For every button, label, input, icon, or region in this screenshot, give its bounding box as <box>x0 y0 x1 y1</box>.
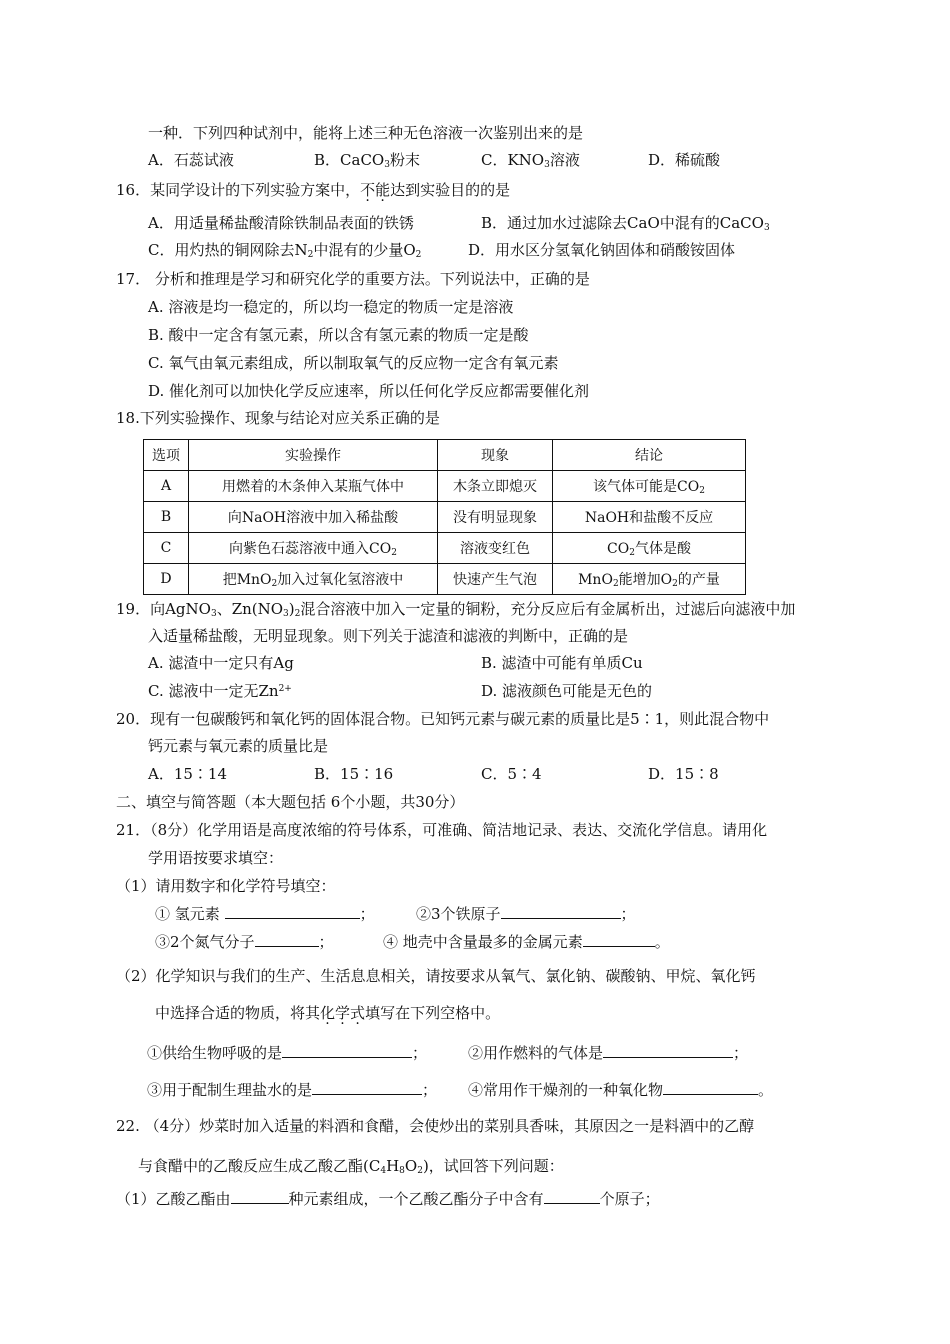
answer-blank[interactable] <box>255 932 319 947</box>
table-row <box>144 564 746 595</box>
cell: 把MnO$_2$加入过氧化氢溶液中 <box>189 564 438 595</box>
q19-option-d: D. 滤液颜色可能是无色的 <box>481 682 653 700</box>
q20-stem-line2: 钙元素与氧元素的质量比是 <box>148 737 329 755</box>
q21-p1-item2: ②3个铁原子 ； <box>416 905 636 923</box>
q21-p1-item1: ① 氢元素 ； <box>155 905 375 923</box>
q20-stem-line1: 20．现有一包碳酸钙和氧化钙的固体混合物。已知钙元素与碳元素的质量比是5∶1，则此混合物中 <box>116 710 770 728</box>
header-cell: 实验操作 <box>189 440 438 471</box>
cell: 快速产生气泡 <box>438 564 553 595</box>
q21-stem-line1: 21．（8分）化学用语是高度浓缩的符号体系，可准确、简洁地记录、表达、交流化学信息。请用化 <box>116 821 768 839</box>
q19-stem-line2: 入适量稀盐酸，无明显现象。则下列关于滤渣和滤液的判断中，正确的是 <box>148 627 629 645</box>
table-row <box>144 502 746 533</box>
q20-option-a: A．15∶14 <box>148 765 228 783</box>
q21-p2-item1: ①供给生物呼吸的是 ； <box>147 1044 428 1062</box>
cell: 向紫色石蕊溶液中通入$CO_2$ <box>189 533 438 564</box>
emphasis-bu: 不 <box>360 181 376 199</box>
q15-stem: 一种．下列四种试剂中，能将上述三种无色溶液一次鉴别出来的是 <box>148 124 584 142</box>
q16-option-a: A．用适量稀盐酸清除铁制品表面的铁锈 <box>148 214 414 232</box>
emphasis-shi: 式 <box>350 1004 366 1022</box>
table-row <box>144 471 746 502</box>
cell: 该气体可能是$CO_2$ <box>553 471 746 502</box>
answer-blank[interactable] <box>282 1043 412 1058</box>
q17-option-c: C. 氧气由氧元素组成，所以制取氧气的反应物一定含有氧元素 <box>148 354 559 372</box>
emphasis-neng: 能 <box>375 181 391 199</box>
answer-blank[interactable] <box>231 1189 289 1204</box>
q20-option-d: D．15∶8 <box>648 765 719 783</box>
q21-p1-item3: ③2个氮气分子 ； <box>155 933 334 951</box>
cell: MnO$_2$能增加$O_2$的产量 <box>553 564 746 595</box>
q19-stem-line1: 19．向AgNO$_3$、$Zn(NO_3)_2$混合溶液中加入一定量的铜粉，充分反应后有金属析出，过滤后向滤液中加 <box>116 600 796 619</box>
q21-p2-item2: ②用作燃料的气体是 ； <box>468 1044 749 1062</box>
q18-stem: 18.下列实验操作、现象与结论对应关系正确的是 <box>116 409 440 427</box>
answer-blank[interactable] <box>225 904 360 919</box>
q22-stem-line2: 与食醋中的乙酸反应生成乙酸乙酯$(C_4H_8O_2)$，试回答下列问题： <box>138 1157 564 1176</box>
q15-option-c: C．$KNO_3$溶液 <box>481 151 580 170</box>
emphasis-xue: 学 <box>335 1004 351 1022</box>
cell: 用燃着的木条伸入某瓶气体中 <box>189 471 438 502</box>
answer-blank[interactable] <box>544 1189 600 1204</box>
q21-part1-title: （1）请用数字和化学符号填空： <box>116 877 336 895</box>
q16-stem: 16．某同学设计的下列实验方案中，不能达到实验目的的是 <box>116 181 511 199</box>
q21-p2-item3: ③用于配制生理盐水的是 ； <box>147 1081 438 1099</box>
q20-option-b: B．15∶16 <box>314 765 394 783</box>
q19-option-c: C. 滤液中一定无$Zn^{2+}$ <box>148 682 292 700</box>
cell: 木条立即熄灭 <box>438 471 553 502</box>
cell: $CO_2$气体是酸 <box>553 533 746 564</box>
q21-p1-item4: ④ 地壳中含量最多的金属元素 。 <box>383 933 670 951</box>
emphasis-hua: 化 <box>320 1004 336 1022</box>
q21-stem-line2: 学用语按要求填空： <box>148 849 284 867</box>
q19-option-b: B. 滤渣中可能有单质Cu <box>481 654 643 672</box>
q21-part2-line2: 中选择合适的物质，将其化学式填写在下列空格中。 <box>155 1004 501 1022</box>
q15-option-a: A．石蕊试液 <box>148 151 234 169</box>
table-row <box>144 533 746 564</box>
answer-blank[interactable] <box>663 1080 758 1095</box>
cell: 溶液变红色 <box>438 533 553 564</box>
q17-option-a: A. 溶液是均一稳定的，所以均一稳定的物质一定是溶液 <box>148 298 514 316</box>
cell: C <box>144 533 189 564</box>
q19-option-a: A. 滤渣中一定只有Ag <box>148 654 294 672</box>
q22-stem-line1: 22. （4分）炒菜时加入适量的料酒和食醋，会使炒出的菜别具香味，其原因之一是料酒中的乙醇 <box>116 1117 755 1135</box>
section-heading: 二、填空与简答题（本大题包括 6个小题，共30分） <box>116 793 465 811</box>
cell: B <box>144 502 189 533</box>
q21-part2-line1: （2）化学知识与我们的生产、生活息息相关，请按要求从氧气、氯化钠、碳酸钠、甲烷、氧化钙 <box>116 967 756 985</box>
q15-option-d: D．稀硫酸 <box>648 151 721 169</box>
q17-option-b: B. 酸中一定含有氢元素，所以含有氢元素的物质一定是酸 <box>148 326 529 344</box>
cell: 没有明显现象 <box>438 502 553 533</box>
q17-option-d: D. 催化剂可以加快化学反应速率，所以任何化学反应都需要催化剂 <box>148 382 590 400</box>
cell: NaOH和盐酸不反应 <box>553 502 746 533</box>
q18-table <box>143 439 746 595</box>
q15-option-b: B．CaCO$_3$粉末 <box>314 151 420 170</box>
header-cell: 选项 <box>144 440 189 471</box>
answer-blank[interactable] <box>312 1080 422 1095</box>
cell: D <box>144 564 189 595</box>
q16-option-c: C．用灼热的铜网除去$N_2$中混有的少量$O_2$ <box>148 241 422 260</box>
answer-blank[interactable] <box>583 932 655 947</box>
q16-option-d: D．用水区分氢氧化钠固体和硝酸铵固体 <box>468 241 736 259</box>
q21-p2-item4: ④常用作干燥剂的一种氧化物 。 <box>468 1081 774 1099</box>
header-cell: 现象 <box>438 440 553 471</box>
q17-stem: 17． 分析和推理是学习和研究化学的重要方法。下列说法中，正确的是 <box>116 270 590 288</box>
answer-blank[interactable] <box>603 1043 733 1058</box>
answer-blank[interactable] <box>501 904 621 919</box>
cell: 向NaOH溶液中加入稀盐酸 <box>189 502 438 533</box>
table-header-row <box>144 440 746 471</box>
q22-part1: （1）乙酸乙酯由 种元素组成，一个乙酸乙酯分子中含有 个原子； <box>116 1190 660 1208</box>
header-cell: 结论 <box>553 440 746 471</box>
q16-option-b: B．通过加水过滤除去CaO中混有的CaCO$_3$ <box>481 214 770 233</box>
cell: A <box>144 471 189 502</box>
q20-option-c: C．5∶4 <box>481 765 542 783</box>
